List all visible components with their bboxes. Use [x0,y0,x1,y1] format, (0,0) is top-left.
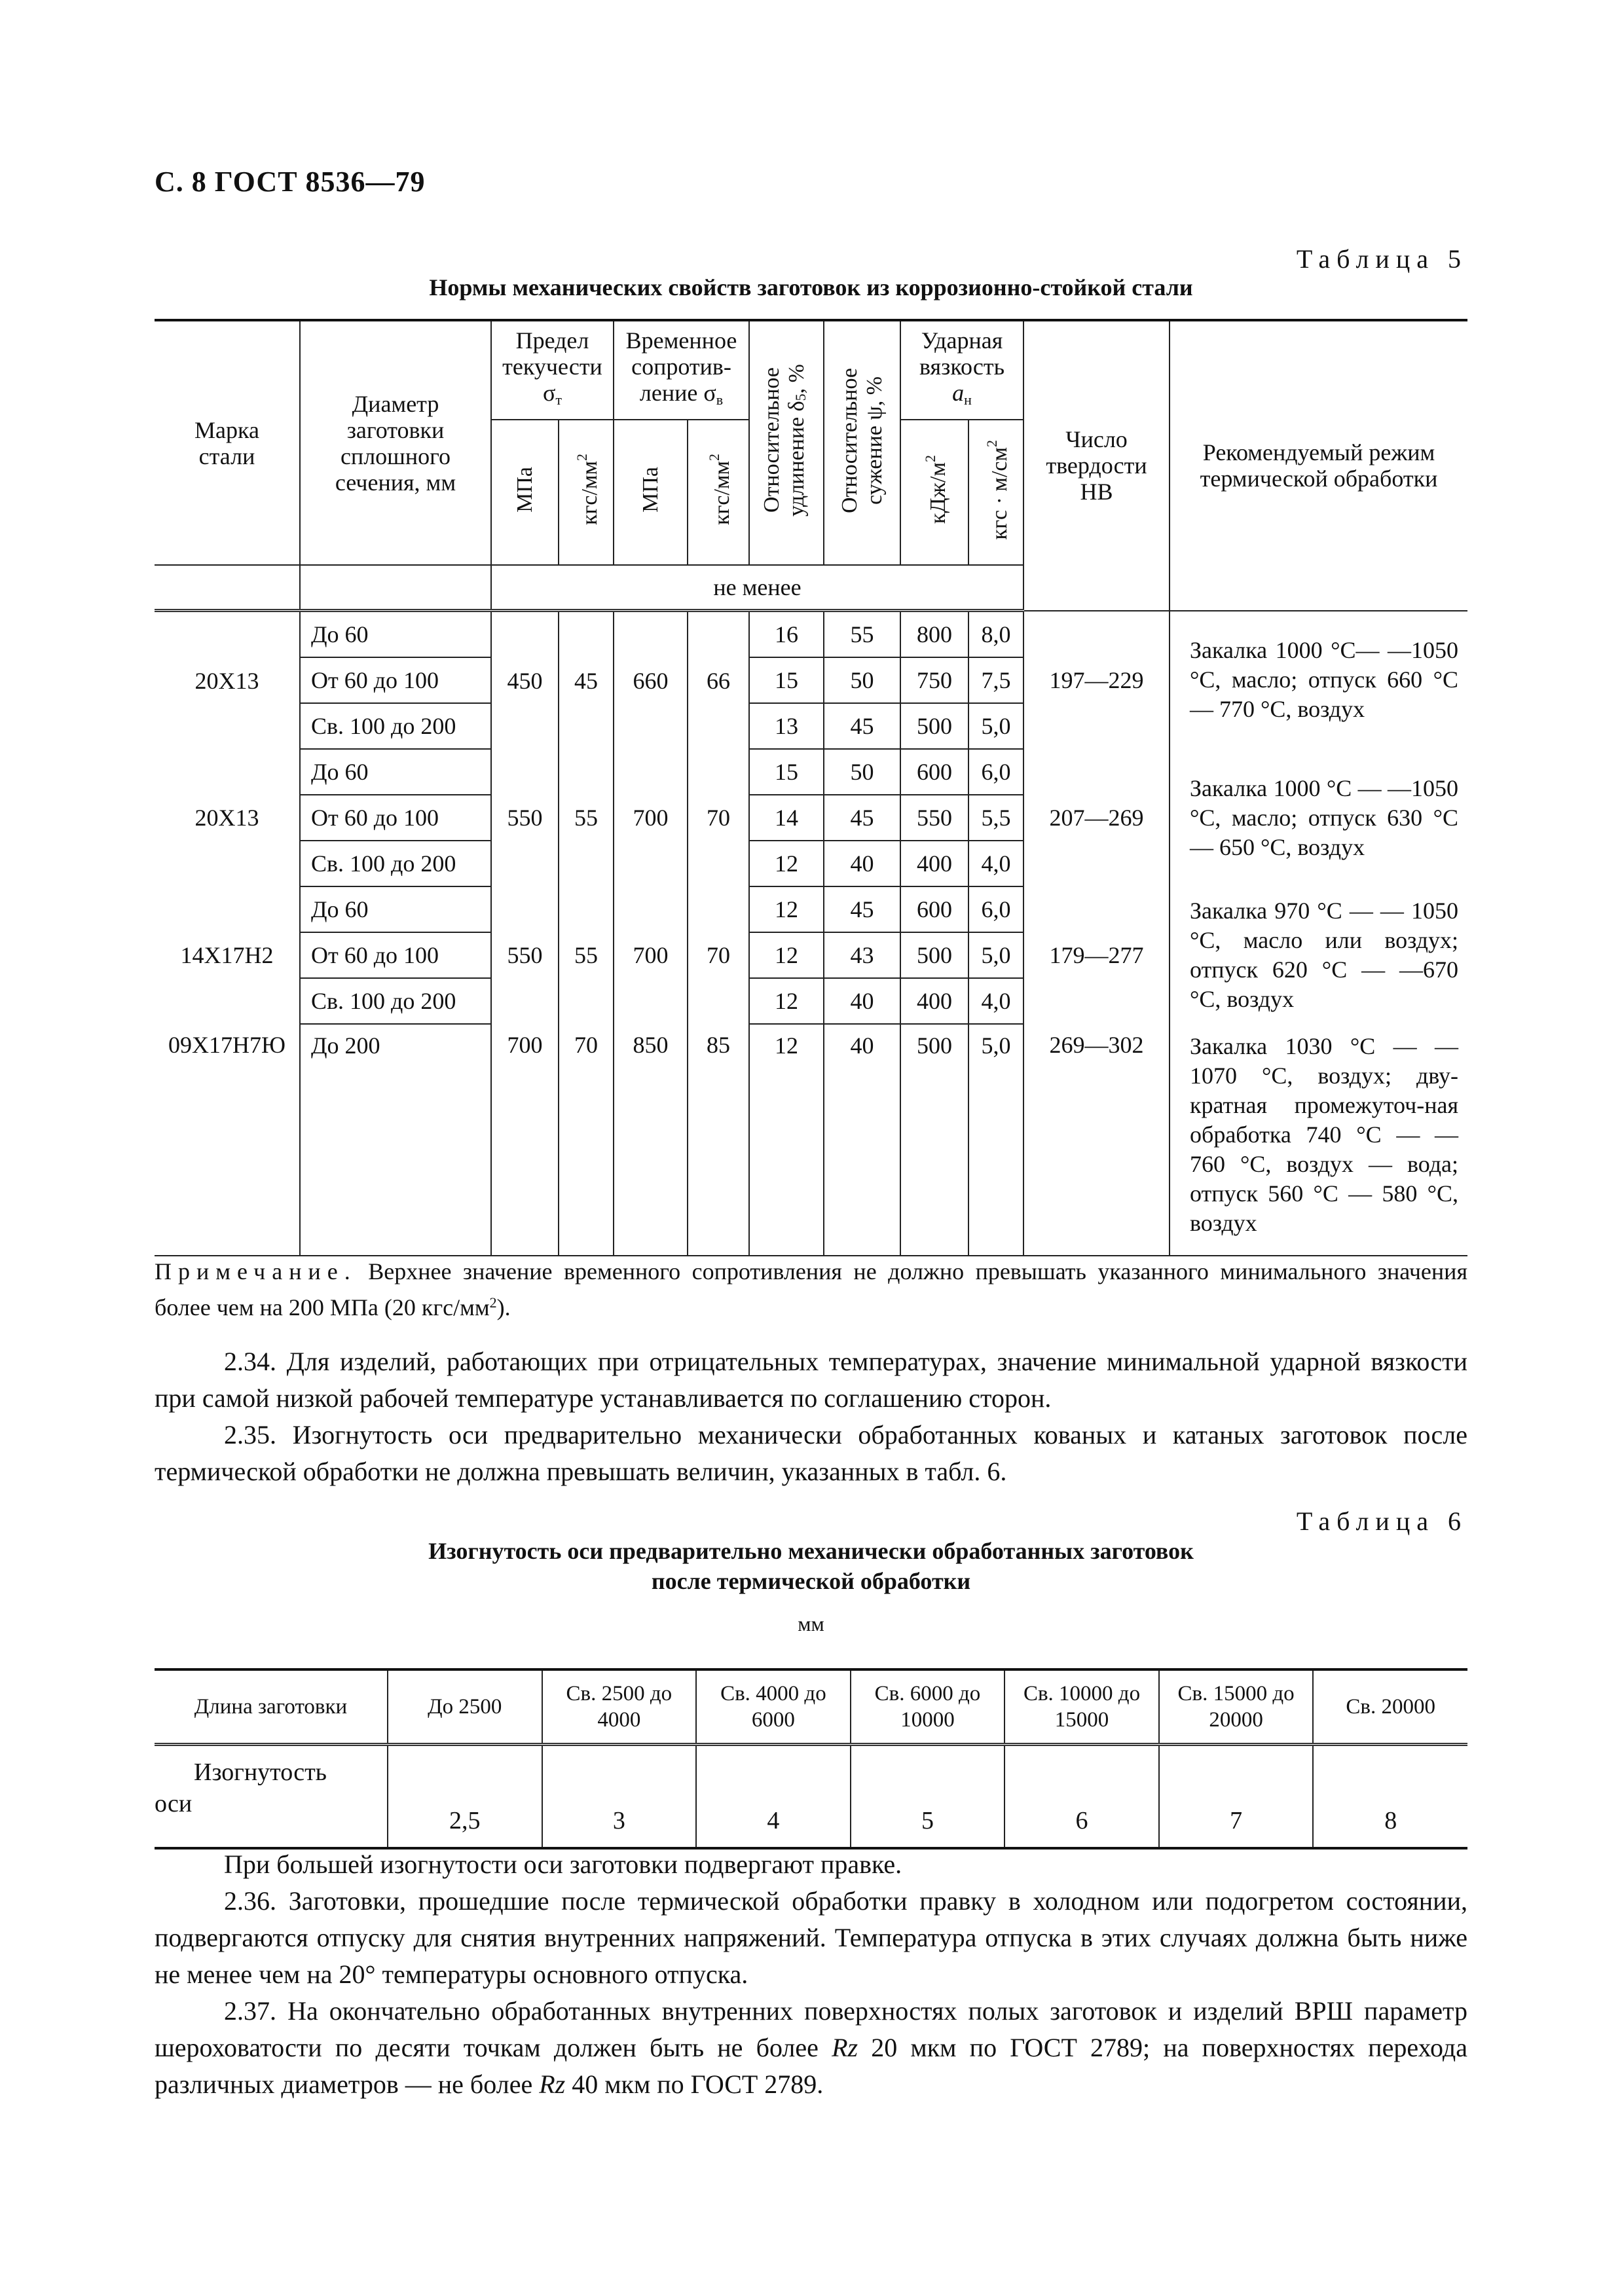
impact-kgf-cell: 5,5 [968,795,1023,841]
impact-kgf-cell: 6,0 [968,886,1023,932]
hardness-cell: 197—229 [1023,611,1170,750]
narrowing-cell: 55 [824,611,900,658]
t6-bend-cell: 7 [1159,1745,1314,1849]
diameter-cell: От 60 до 100 [300,795,491,841]
unit-tensile-mpa: МПа [614,420,688,565]
unit-yield-mpa: МПа [491,420,559,565]
yield-mpa-cell: 700 [491,1024,559,1256]
impact-kgf-cell: 5,0 [968,932,1023,978]
t6-bend-cell: 3 [542,1745,697,1849]
narrowing-cell: 50 [824,657,900,703]
yield-kgf-cell: 70 [559,1024,614,1256]
t6-length-cell: Св. 2500 до 4000 [542,1669,697,1745]
t6-length-cell: Св. 6000 до 10000 [851,1669,1005,1745]
t6-bend-cell: 2,5 [388,1745,542,1849]
diameter-cell: До 60 [300,611,491,658]
t6-label-length: Длина заготовки [155,1669,388,1745]
diameter-cell: Св. 100 до 200 [300,703,491,749]
t6-length-cell: Св. 20000 [1313,1669,1467,1745]
diameter-cell: Св. 100 до 200 [300,978,491,1024]
hardness-cell: 269—302 [1023,1024,1170,1256]
narrowing-cell: 40 [824,1024,900,1256]
diameter-cell: Св. 100 до 200 [300,841,491,886]
tensile-kgf-cell: 66 [688,611,749,750]
elongation-cell: 12 [749,932,824,978]
paragraph-2-35: 2.35. Изогнутость оси предварительно механически обработанных кованых и катаных заготовок после термической обработки не должна превышать величин, указанных в табл. 6. [155,1420,1467,1486]
tensile-mpa-cell: 700 [614,749,688,886]
table-row [155,611,1467,658]
narrowing-cell: 43 [824,932,900,978]
t6-length-cell: До 2500 [388,1669,542,1745]
impact-kj-cell: 600 [900,886,968,932]
steel-grade: 20Х13 [155,749,300,886]
t6-length-cell: Св. 10000 до 15000 [1005,1669,1159,1745]
impact-kj-cell: 500 [900,932,968,978]
elongation-cell: 15 [749,749,824,795]
header-diameter: Диаметр заготовки сплошного сечения, мм [300,320,491,565]
page-header: С. 8 ГОСТ 8536—79 [155,166,426,198]
tensile-kgf-cell: 70 [688,886,749,1024]
unit-impact-kj: кДж/$м^2$ [900,420,968,565]
table-row [155,886,1467,932]
narrowing-cell: 45 [824,795,900,841]
header-elongation: Относительное удлинение $\delta_5$, % [749,320,824,565]
impact-kj-cell: 400 [900,841,968,886]
impact-kgf-cell: 4,0 [968,978,1023,1024]
table-5-note: Примечание. Верхнее значение временного сопротивления не должно превышать указанного минимального значения более чем на 200 МПа (20 кгс/$мм^2$). [155,1258,1467,1321]
steel-grade: 14Х17Н2 [155,886,300,1024]
paragraph-2-34: 2.34. Для изделий, работающих при отрицательных температурах, значение минимальной ударной вязкости при самой низкой рабочей температуре устанавливается по соглашению сторон. [155,1347,1467,1413]
narrowing-cell: 40 [824,841,900,886]
header-hardness: Число твердости НВ [1023,320,1170,611]
not-less-label: не менее [491,565,1023,611]
t6-length-cell: Св. 15000 до 20000 [1159,1669,1314,1745]
impact-kj-cell: 500 [900,703,968,749]
paragraph-2-37: 2.37. На окончательно обработанных внутренних поверхностях полых заготовок и изделий ВРШ параметр шероховатости по десяти точкам должен быть не более Rz 20 мкм по ГОСТ 2789; на поверхностях перехода различных диаметров — не более Rz 40 мкм по ГОСТ 2789. [155,1996,1467,2099]
elongation-cell: 12 [749,1024,824,1256]
elongation-cell: 12 [749,841,824,886]
elongation-cell: 12 [749,978,824,1024]
impact-kj-cell: 600 [900,749,968,795]
table-6-number: Таблица 6 [1296,1506,1467,1536]
hardness-cell: 207—269 [1023,749,1170,886]
tensile-mpa-cell: 700 [614,886,688,1024]
unit-impact-kgfm: кгс · $м/см^2$ [968,420,1023,565]
regime-cell: Закалка 970 °С — — 1050 °С, масло или воздух; отпуск 620 °С — —670 °С, воздух [1170,886,1467,1024]
yield-mpa-cell: 550 [491,749,559,886]
narrowing-cell: 50 [824,749,900,795]
hardness-cell: 179—277 [1023,886,1170,1024]
yield-mpa-cell: 550 [491,886,559,1024]
impact-kgf-cell: 8,0 [968,611,1023,658]
table-5-title: Нормы механических свойств заготовок из коррозионно-стойкой стали [429,274,1193,301]
tensile-mpa-cell: 660 [614,611,688,750]
elongation-cell: 16 [749,611,824,658]
table-6 [155,1668,1467,1850]
impact-kj-cell: 800 [900,611,968,658]
diameter-cell: До 60 [300,886,491,932]
table-6-unit: мм [798,1612,824,1635]
unit-tensile-kgf: кгс/$мм^2$ [688,420,749,565]
elongation-cell: 12 [749,886,824,932]
header-narrowing: Относительное сужение ψ, % [824,320,900,565]
impact-kj-cell: 400 [900,978,968,1024]
diameter-cell: От 60 до 100 [300,932,491,978]
header-impact: Ударная вязкость $a_н$ [900,320,1023,420]
elongation-cell: 15 [749,657,824,703]
header-tensile: Временное сопротив- ление $\sigma_в$ [614,320,749,420]
t6-bend-cell: 8 [1313,1745,1467,1849]
header-regime: Рекомендуемый режим термической обработки [1170,320,1467,611]
diameter-cell: До 60 [300,749,491,795]
table-6-title: Изогнутость оси предварительно механически обработанных заготовок после термической обработки [428,1538,1194,1594]
yield-kgf-cell: 55 [559,749,614,886]
impact-kj-cell: 550 [900,795,968,841]
impact-kgf-cell: 6,0 [968,749,1023,795]
table-5-number: Таблица 5 [1296,244,1467,274]
paragraph-straighten: При большей изогнутости оси заготовки подвергают правке. [224,1850,902,1879]
diameter-cell: От 60 до 100 [300,657,491,703]
regime-cell: Закалка 1030 °С — — 1070 °С, воздух; дву-кратная промежуточ-ная обработка 740 °С — — 760 °С, воздух — вода; отпуск 560 °С — 580 °С, воздух [1170,1024,1467,1256]
diameter-cell: До 200 [300,1024,491,1256]
steel-grade: 09Х17Н7Ю [155,1024,300,1256]
tensile-mpa-cell: 850 [614,1024,688,1256]
impact-kgf-cell: 4,0 [968,841,1023,886]
table-5 [155,319,1467,1256]
yield-mpa-cell: 450 [491,611,559,750]
unit-yield-kgf: кгс/$мм^2$ [559,420,614,565]
t6-length-cell: Св. 4000 до 6000 [696,1669,851,1745]
narrowing-cell: 45 [824,703,900,749]
header-grade: Марка стали [155,320,300,565]
regime-cell: Закалка 1000 °С — —1050 °С, масло; отпуск 630 °С — 650 °С, воздух [1170,749,1467,886]
impact-kgf-cell: 5,0 [968,703,1023,749]
table-row [155,749,1467,795]
steel-grade: 20Х13 [155,611,300,750]
yield-kgf-cell: 45 [559,611,614,750]
elongation-cell: 14 [749,795,824,841]
regime-cell: Закалка 1000 °С— —1050 °С, масло; отпуск 660 °С — 770 °С, воздух [1170,611,1467,750]
impact-kj-cell: 750 [900,657,968,703]
impact-kj-cell: 500 [900,1024,968,1256]
t6-bend-cell: 4 [696,1745,851,1849]
tensile-kgf-cell: 70 [688,749,749,886]
paragraph-2-36: 2.36. Заготовки, прошедшие после термической обработки правку в холодном или подогретом состоянии, подвергаются отпуску для снятия внутренних напряжений. Температура отпуска в этих случаях должна быть ниже не менее чем на 20° температуры основного отпуска. [155,1886,1467,1989]
narrowing-cell: 40 [824,978,900,1024]
table-row [155,1024,1467,1256]
tensile-kgf-cell: 85 [688,1024,749,1256]
impact-kgf-cell: 7,5 [968,657,1023,703]
t6-bend-cell: 5 [851,1745,1005,1849]
impact-kgf-cell: 5,0 [968,1024,1023,1256]
yield-kgf-cell: 55 [559,886,614,1024]
t6-label-bend: Изогнутость оси [155,1745,388,1849]
t6-bend-cell: 6 [1005,1745,1159,1849]
narrowing-cell: 45 [824,886,900,932]
elongation-cell: 13 [749,703,824,749]
header-yield: Предел текучести $\sigma_т$ [491,320,614,420]
